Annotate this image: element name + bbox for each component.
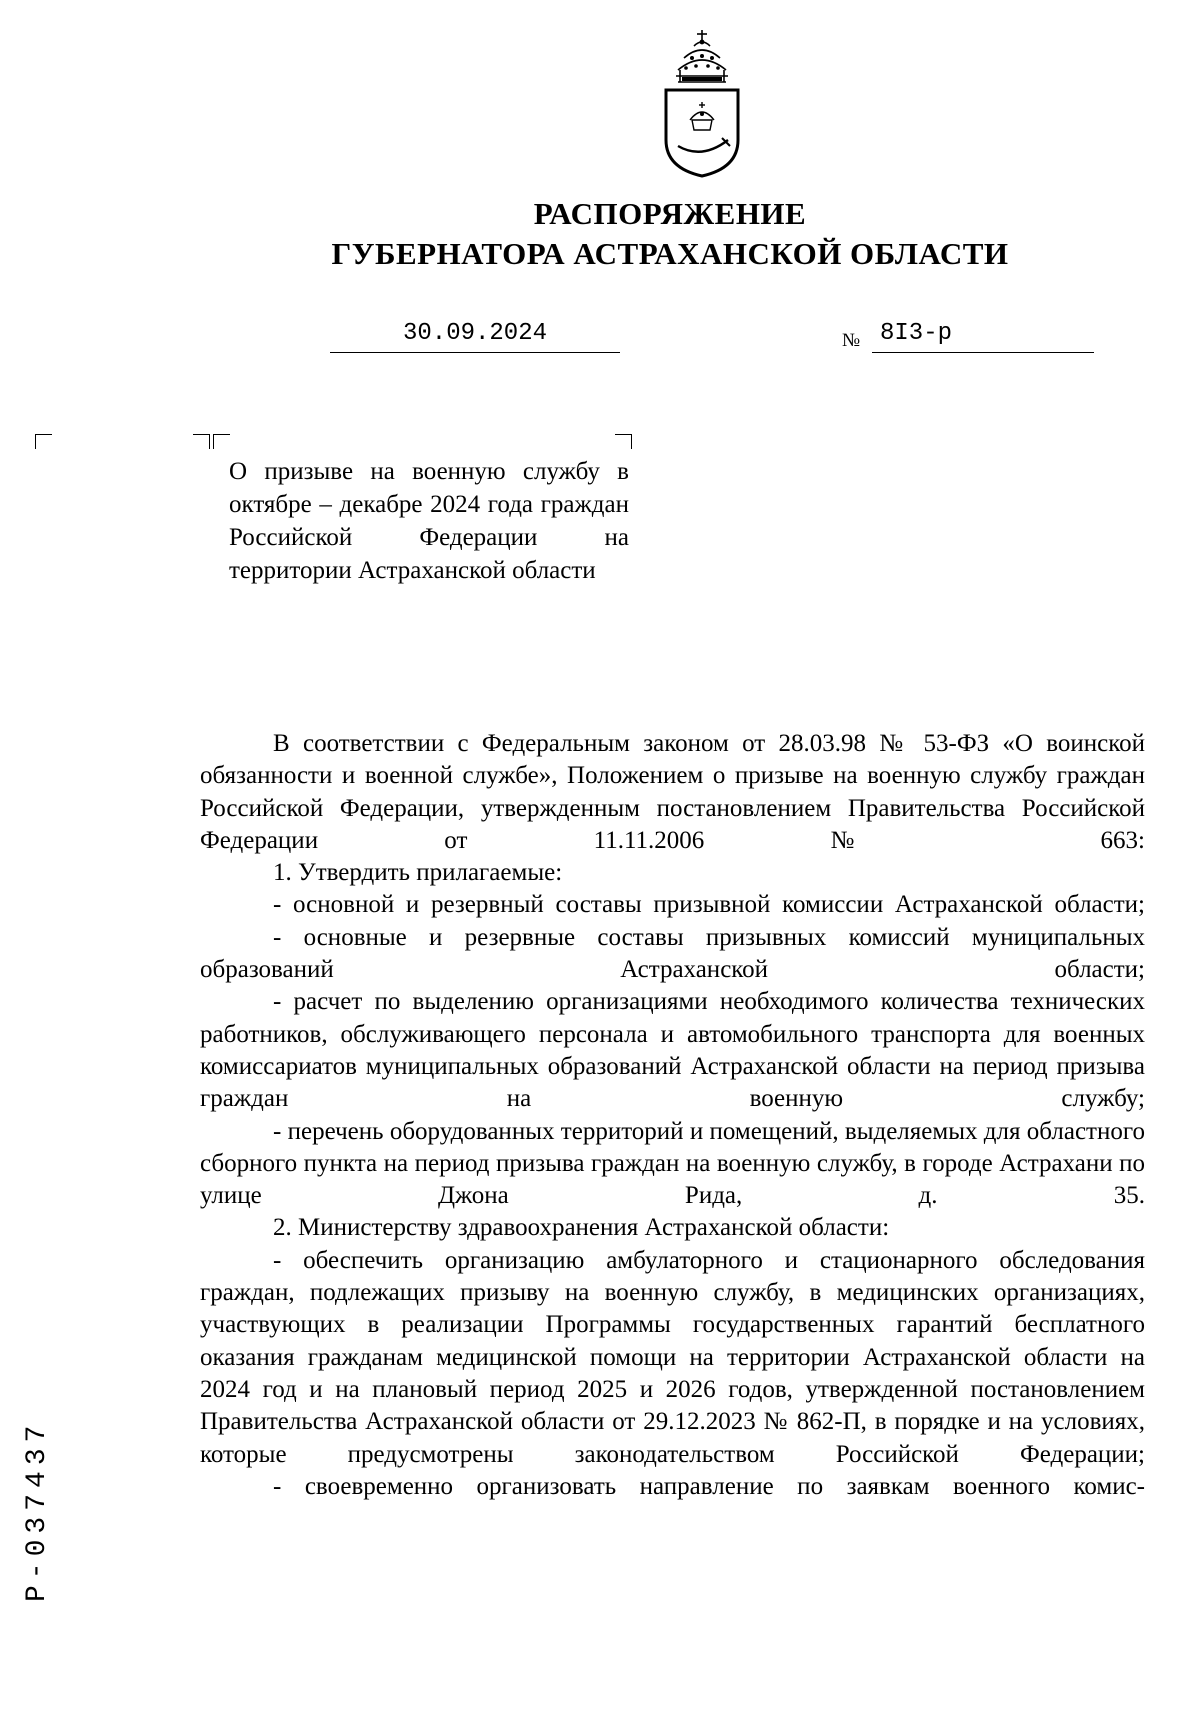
clause-2-heading: 2. Министерству здравоохранения Астраханской области: xyxy=(273,1214,890,1242)
clause-2-item: - своевременно организовать направление по заявкам военного комис- xyxy=(273,1472,1145,1500)
clause-1-item: - основной и резервный составы призывной комиссии Астраханской области; xyxy=(273,891,1145,919)
clause-1-heading: 1. Утвердить прилагаемые: xyxy=(273,859,563,887)
document-body xyxy=(200,728,1145,1503)
clause-2-item: - обеспечить организацию амбулаторного и стационарного обследования граждан, подлежащих призыву на военную службу, в медицинских организациях, участвующих в реализации Программы государственных гарантий бесплатного оказания гражданам медицинской помощи на территории Астраханской области на 2024 год и на плановый период 2025 и 2026 годов, утвержденной постановлением Правительства Астраханской области от 29.12.2023 № 862-П, в порядке и на условиях, которые предусмотрены законодательством Российской Федерации; xyxy=(200,1246,1145,1468)
number-sign: № xyxy=(842,330,861,351)
preamble-paragraph: В соответствии с Федеральным законом от 28.03.98 № 53-ФЗ «О воинской обязанности и военной службе», Положением о призыве на военную службу граждан Российской Федерации, утвержденным постановлением Правительства Российской Федерации от 11.11.2006 № 663: xyxy=(200,730,1145,854)
clause-1-item: - основные и резервные составы призывных комиссий муниципальных образований Астраханской области; xyxy=(200,923,1145,984)
issuer-title: ГУБЕРНАТОРА АСТРАХАНСКОЙ ОБЛАСТИ xyxy=(331,236,1009,271)
clause-1-item: - перечень оборудованных территорий и помещений, выделяемых для областного сборного пункта на период призыва граждан на военную службу, в городе Астрахани по улице Джона Рида, д. 35. xyxy=(200,1117,1145,1210)
subject-corner-mark-left xyxy=(193,434,210,449)
form-serial-number: Р-037437 xyxy=(22,1419,53,1602)
document-type-title: РАСПОРЯЖЕНИЕ xyxy=(533,196,807,231)
coat-of-arms-icon xyxy=(656,28,748,178)
number-underline xyxy=(872,352,1094,353)
subject-corner-mark-right xyxy=(213,434,230,449)
margin-corner-mark xyxy=(35,434,52,449)
document-subject: О призыве на военную службу в октябре – декабре 2024 года граждан Российской Федерации на территории Астраханской области xyxy=(229,458,629,584)
clause-1-item: - расчет по выделению организациями необходимого количества технических работников, обслуживающего персонала и автомобильного транспорта для военных комиссариатов муниципальных образований Астраханской области на период призыва граждан на военную службу; xyxy=(200,988,1145,1113)
document-date: 30.09.2024 xyxy=(402,320,548,347)
document-number: 8I3-р xyxy=(880,320,953,347)
date-underline xyxy=(330,352,620,353)
subject-corner-mark-end xyxy=(615,434,632,449)
